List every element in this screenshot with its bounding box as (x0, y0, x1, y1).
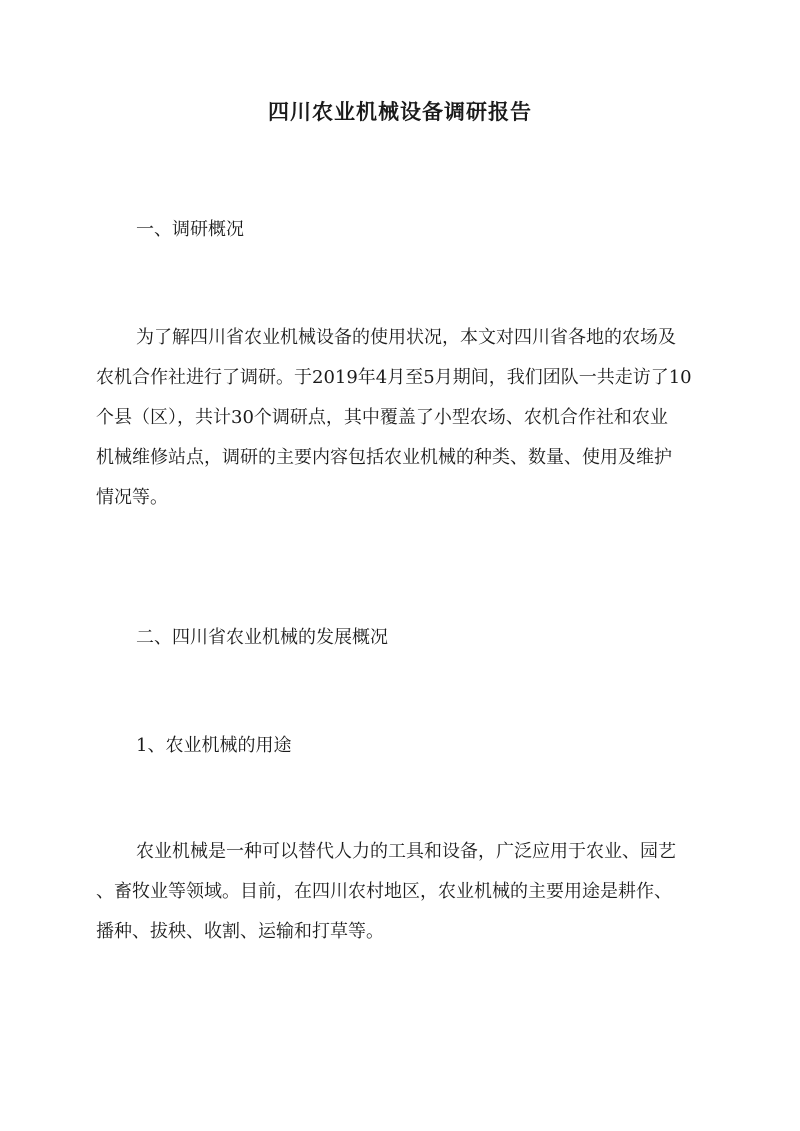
section-1-paragraph (96, 318, 716, 518)
document-title: 四川农业机械设备调研报告 (268, 99, 532, 124)
paragraph-line: 情况等。 (96, 487, 168, 508)
subsection-1-heading: 1、农业机械的用途 (136, 735, 292, 756)
paragraph-line: 农机合作社进行了调研。于2019年4月至5月期间，我们团队一共走访了10 (96, 367, 692, 388)
paragraph-line: 为了解四川省农业机械设备的使用状况，本文对四川省各地的农场及 (136, 327, 676, 348)
section-2-heading: 二、四川省农业机械的发展概况 (136, 627, 388, 648)
paragraph-line: 农业机械是一种可以替代人力的工具和设备，广泛应用于农业、园艺 (136, 841, 676, 862)
paragraph-line: 、畜牧业等领域。目前，在四川农村地区，农业机械的主要用途是耕作、 (96, 881, 672, 902)
paragraph-line: 个县（区），共计30个调研点，其中覆盖了小型农场、农机合作社和农业 (96, 407, 668, 428)
section-1-heading: 一、调研概况 (136, 219, 244, 240)
paragraph-line: 机械维修站点，调研的主要内容包括农业机械的种类、数量、使用及维护 (96, 447, 672, 468)
paragraph-line: 播种、拔秧、收割、运输和打草等。 (96, 921, 384, 942)
subsection-1-paragraph (96, 832, 716, 952)
